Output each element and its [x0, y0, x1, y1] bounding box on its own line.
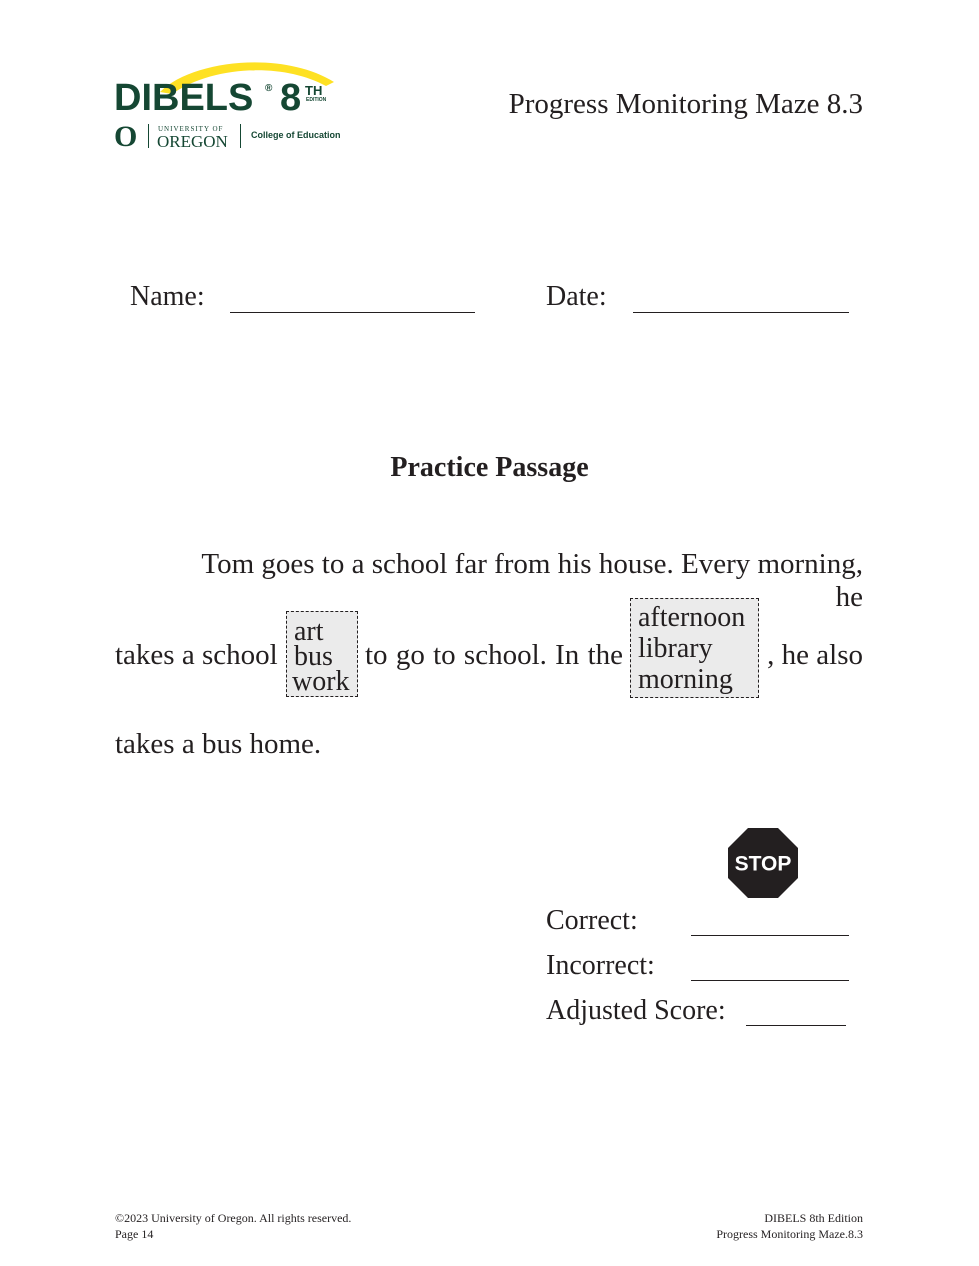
- logo-edition-suffix: TH: [305, 83, 323, 98]
- passage-line-3: takes a bus home.: [115, 728, 322, 760]
- passage-line-2-start: takes a school: [115, 639, 278, 671]
- adjusted-score-label: Adjusted Score:: [546, 995, 726, 1026]
- name-label: Name:: [130, 281, 205, 312]
- footer-page-number: Page 14: [115, 1227, 154, 1241]
- passage-line-1: Tom goes to a school far from his house. Every morning, he: [201, 548, 863, 613]
- stop-sign-text: STOP: [734, 852, 792, 876]
- passage-line-2-end: , he also: [767, 639, 863, 671]
- stop-sign-icon: [727, 827, 799, 899]
- date-label: Date:: [546, 281, 607, 312]
- logo-edition-number: 8: [280, 77, 302, 119]
- date-blank[interactable]: [633, 312, 849, 313]
- logo-registered-mark: ®: [265, 83, 273, 94]
- maze-option[interactable]: bus: [294, 641, 333, 672]
- logo-divider: [148, 124, 149, 148]
- maze-choice-box-2[interactable]: [630, 598, 759, 698]
- passage-title: Practice Passage: [390, 452, 589, 483]
- maze-option[interactable]: morning: [638, 664, 733, 695]
- incorrect-label: Incorrect:: [546, 950, 655, 981]
- maze-option[interactable]: library: [638, 633, 713, 664]
- dibels-logo: [112, 56, 342, 156]
- footer-left: [115, 1210, 351, 1242]
- maze-option[interactable]: art: [294, 616, 324, 647]
- logo-college: College of Education: [251, 130, 341, 140]
- logo-divider: [240, 124, 241, 148]
- logo-university-of: UNIVERSITY OF: [158, 125, 224, 133]
- footer-form-name: Progress Monitoring Maze.8.3: [716, 1227, 863, 1241]
- passage-line-2-middle: to go to school. In the: [365, 639, 623, 671]
- incorrect-blank[interactable]: [691, 980, 849, 981]
- university-o-mark: O: [114, 120, 138, 153]
- maze-choice-box-1[interactable]: [286, 611, 358, 697]
- correct-blank[interactable]: [691, 935, 849, 936]
- footer-right: [600, 1210, 863, 1242]
- footer-edition: DIBELS 8th Edition: [764, 1211, 863, 1225]
- logo-edition-word: EDITION: [306, 97, 327, 103]
- maze-option[interactable]: afternoon: [638, 602, 746, 633]
- adjusted-score-blank[interactable]: [746, 1025, 846, 1026]
- page-title: Progress Monitoring Maze 8.3: [508, 88, 863, 120]
- name-blank[interactable]: [230, 312, 475, 313]
- correct-label: Correct:: [546, 905, 638, 936]
- footer-copyright: ©2023 University of Oregon. All rights reserved.: [115, 1211, 352, 1225]
- maze-option[interactable]: work: [292, 666, 350, 697]
- logo-oregon: OREGON: [157, 132, 228, 151]
- logo-brand-text: DIBELS: [114, 77, 254, 119]
